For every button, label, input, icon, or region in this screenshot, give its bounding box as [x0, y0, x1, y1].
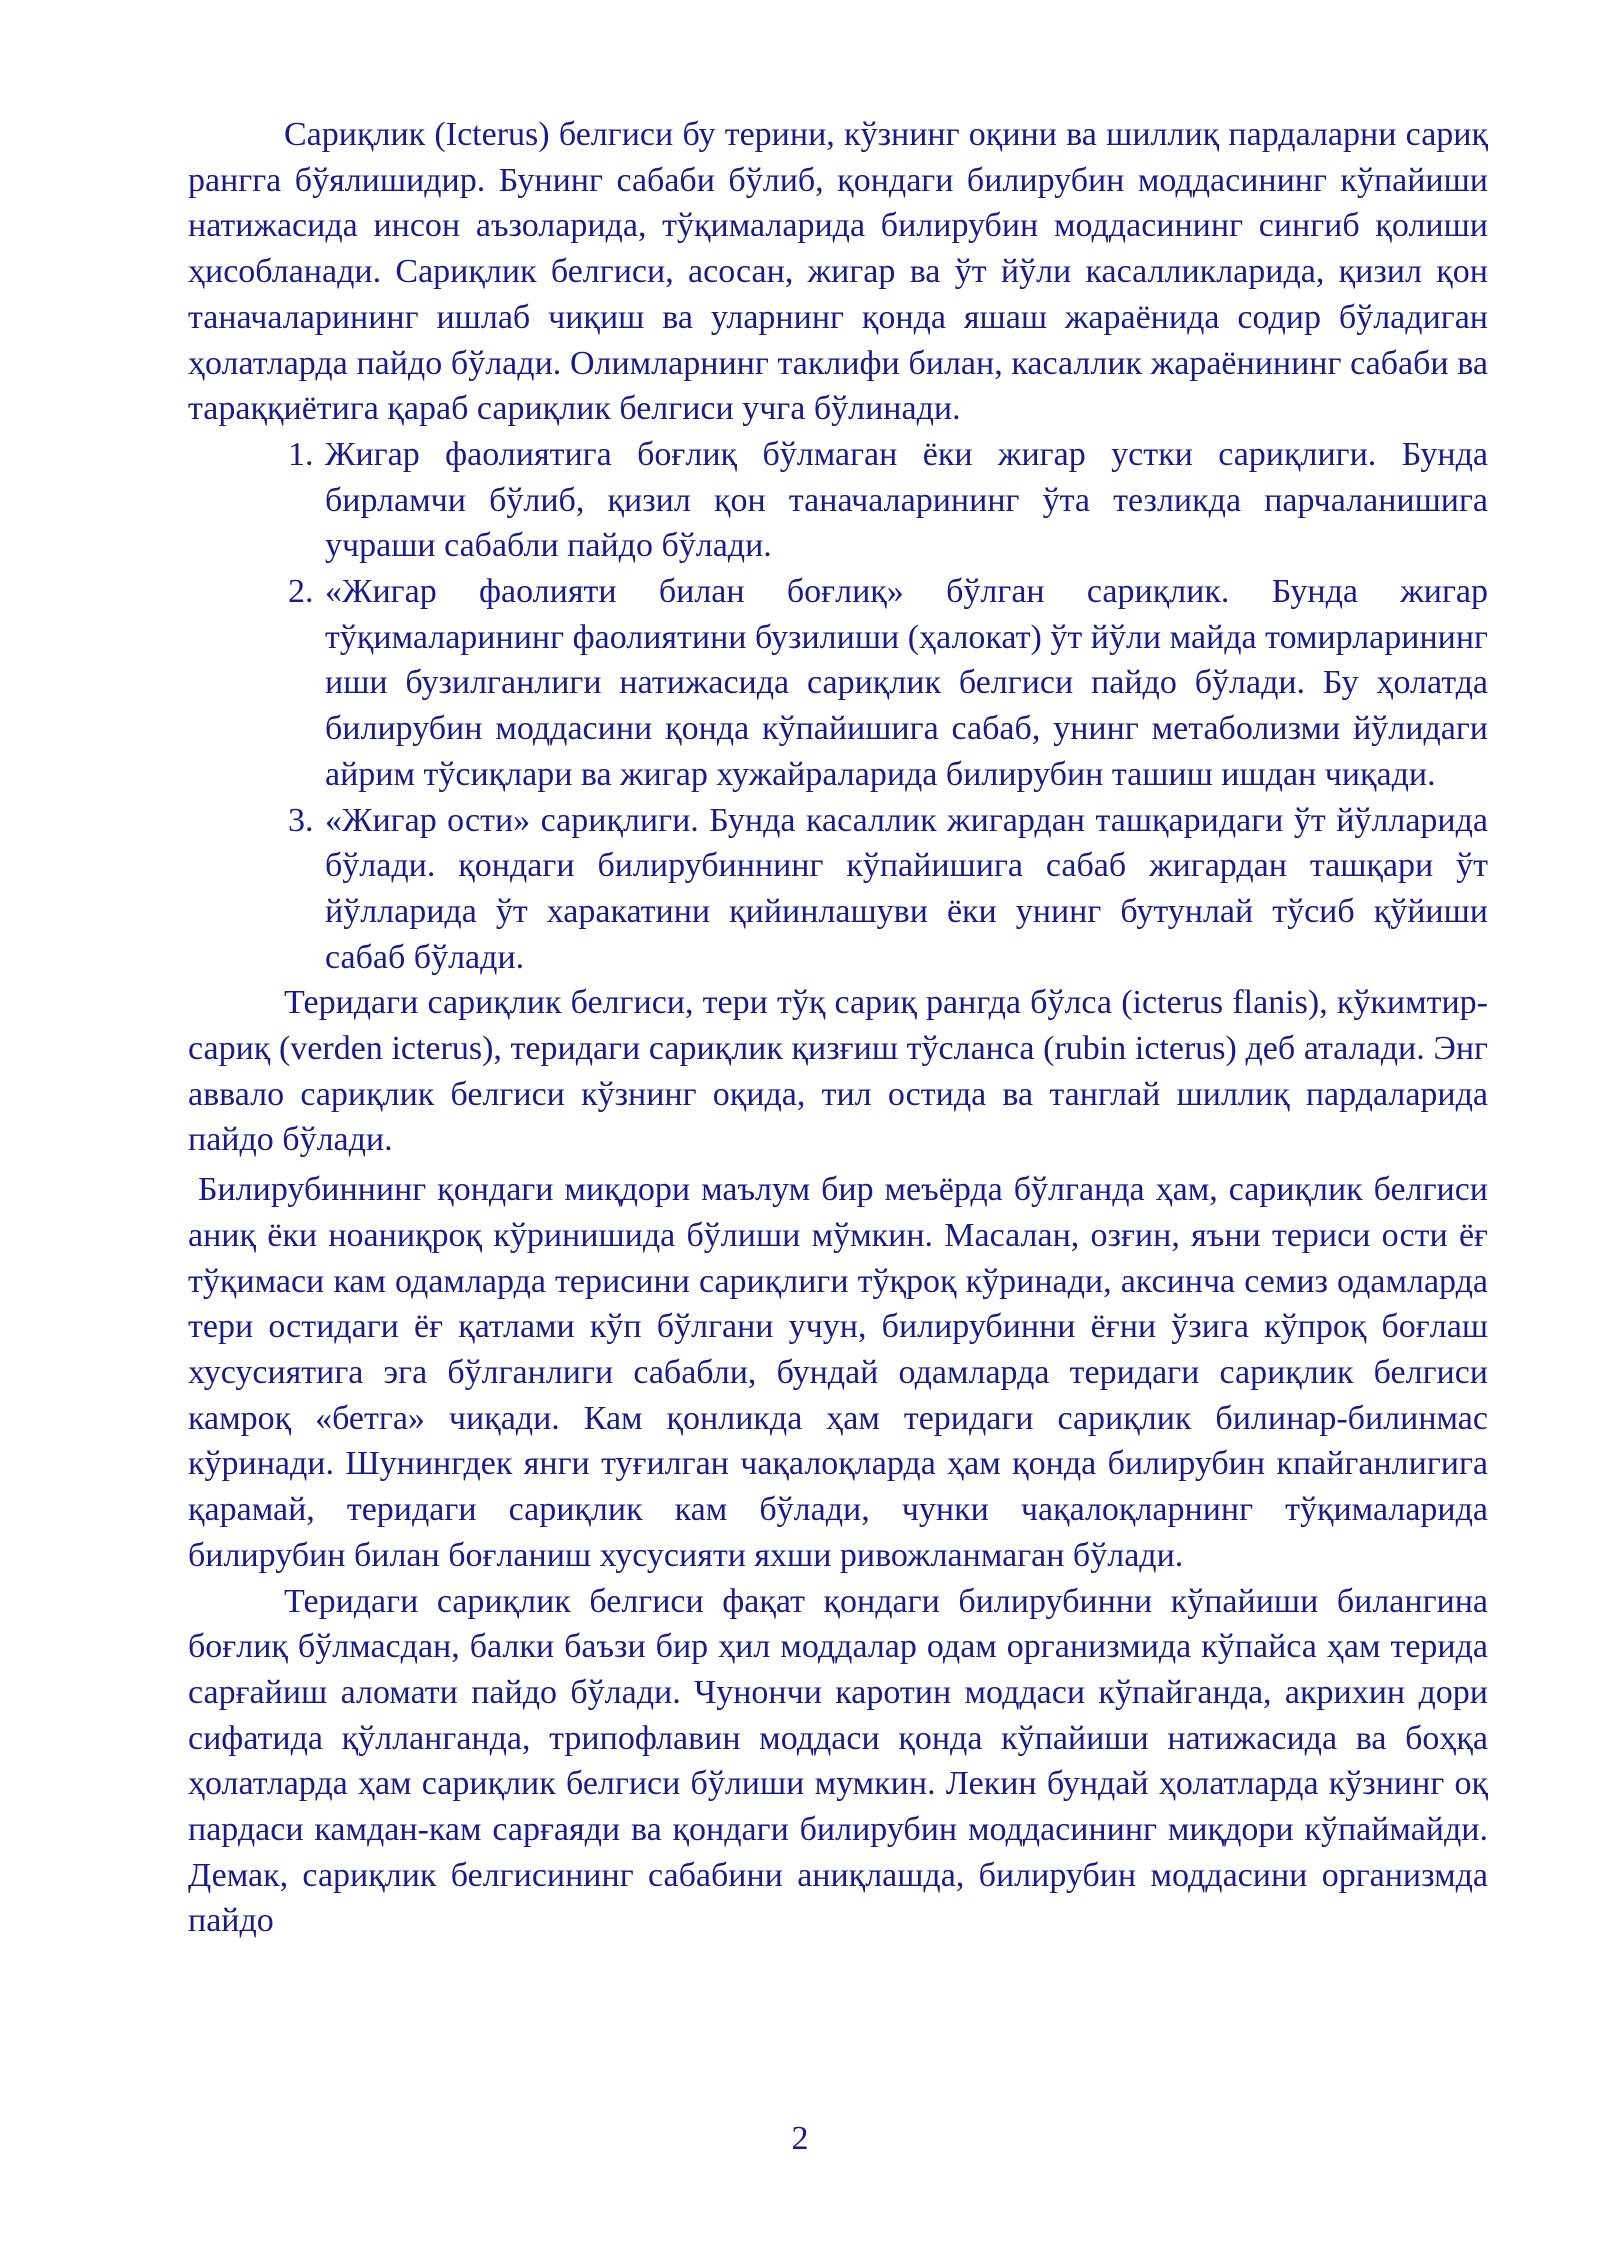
list-item-text: «Жигар фаолияти билан боғлиқ» бўлган сариқлик. Бунда жигар тўқималарининг фаолиятини бузилиши (ҳалокат) ўт йўли майда томирларининг иши бузилганлиги натижасида сариқлик белгиси пайдо бўлади. Бу ҳолатда билирубин моддасини қонда кўпайишига сабаб, унинг метаболизми йўлидаги айрим тўсиқлари ва жигар хужайраларида билирубин ташиш ишдан чиқади. [325, 573, 1488, 793]
paragraph-bilirubin-level: Билирубиннинг қондаги миқдори маълум бир меъёрда бўлганда ҳам, сариқлик белгиси аниқ ёки ноаниқроқ кўринишида бўлиши мўмкин. Масалан, озғин, яъни териси ости ёғ тўқимаси кам одамларда терисини сариқлиги тўқроқ кўринади, аксинча семиз одамларда тери остидаги ёғ қатлами кўп бўлгани учун, билирубинни ёғни ўзига кўпроқ боғлаш хусусиятига эга бўлганлиги сабабли, бундай одамларда теридаги сариқлик белгиси камроқ «бетга» чиқади. Кам қонликда ҳам теридаги сариқлик билинар-билинмас кўринади. Шунингдек янги туғилган чақалоқларда ҳам қонда билирубин кпайганлигига қарамай, теридаги сариқлик кам бўлади, чунки чақалоқларнинг тўқималарида билирубин билан боғланиш хусусияти яхши ривожланмаган бўлади. [188, 1171, 1488, 1574]
paragraph-skin-colors: Теридаги сариқлик белгиси, тери тўқ сариқ рангда бўлса (icterus flanis), кўкимтир-сариқ (verden icterus), теридаги сариқлик қизғиш тўсланса (rubin icterus) деб аталади. Энг аввало сариқлик белгиси кўзнинг оқида, тил остида ва танглай шиллиқ пардаларида пайдо бўлади. [188, 984, 1488, 1159]
page-number: 2 [791, 2120, 809, 2157]
list-item-number: 2. [288, 573, 314, 611]
paragraph-intro: Сариқлик (Icterus) белгиси бу терини, кўзнинг оқини ва шиллиқ пардаларни сариқ рангга бўялишидир. Бунинг сабаби бўлиб, қондаги билирубин моддасининг кўпайиши натижасида инсон аъзоларида, тўқималарида билирубин моддасининг сингиб қолиши ҳисобланади. Сариқлик белгиси, асосан, жигар ва ўт йўли касалликларида, қизил қон таначаларининг ишлаб чиқиш ва уларнинг қонда яшаш жараёнида содир бўладиган ҳолатларда пайдо бўлади. Олимларнинг таклифи билан, касаллик жараёнининг сабаби ва тараққиётига қараб сариқлик белгиси учга бўлинади. [188, 116, 1488, 428]
list-item-text: Жигар фаолиятига боғлиқ бўлмаган ёки жигар устки сариқлиги. Бунда бирламчи бўлиб, қизил қон таначаларининг ўта тезликда парчаланишига учраши сабабли пайдо бўлади. [325, 435, 1488, 565]
paragraph-other-causes: Теридаги сариқлик белгиси фақат қондаги билирубинни кўпайиши билангина боғлиқ бўлмасдан, балки баъзи бир ҳил моддалар одам организмида кўпайса ҳам терида сарғайиш аломати пайдо бўлади. Чунончи каротин моддаси кўпайганда, акрихин дори сифатида қўлланганда, трипофлавин моддаси қонда кўпайиши натижасида ва боҳқа ҳолатларда ҳам сариқлик белгиси бўлиши мумкин. Лекин бундай ҳолатларда кўзнинг оқ пардаси камдан-кам сарғаяди ва қондаги билирубин моддасининг миқдори кўпаймайди. Демак, сариқлик белгисининг сабабини аниқлашда, билирубин моддасини организмда пайдо [188, 1582, 1488, 1940]
jaundice-types-list [188, 432, 1488, 980]
list-item [188, 798, 1488, 981]
list-item-number: 1. [288, 435, 314, 473]
list-item-number: 3. [288, 801, 314, 839]
document-page [188, 112, 1488, 1944]
list-item-text: «Жигар ости» сариқлиги. Бунда касаллик жигардан ташқаридаги ўт йўлларида бўлади. қондаги билирубиннинг кўпайишига сабаб жигардан ташқари ўт йўлларида ўт харакатини қийинлашуви ёки унинг бутунлай тўсиб қўйиши сабаб бўлади. [325, 801, 1488, 976]
list-item [188, 432, 1488, 569]
list-item [188, 569, 1488, 798]
